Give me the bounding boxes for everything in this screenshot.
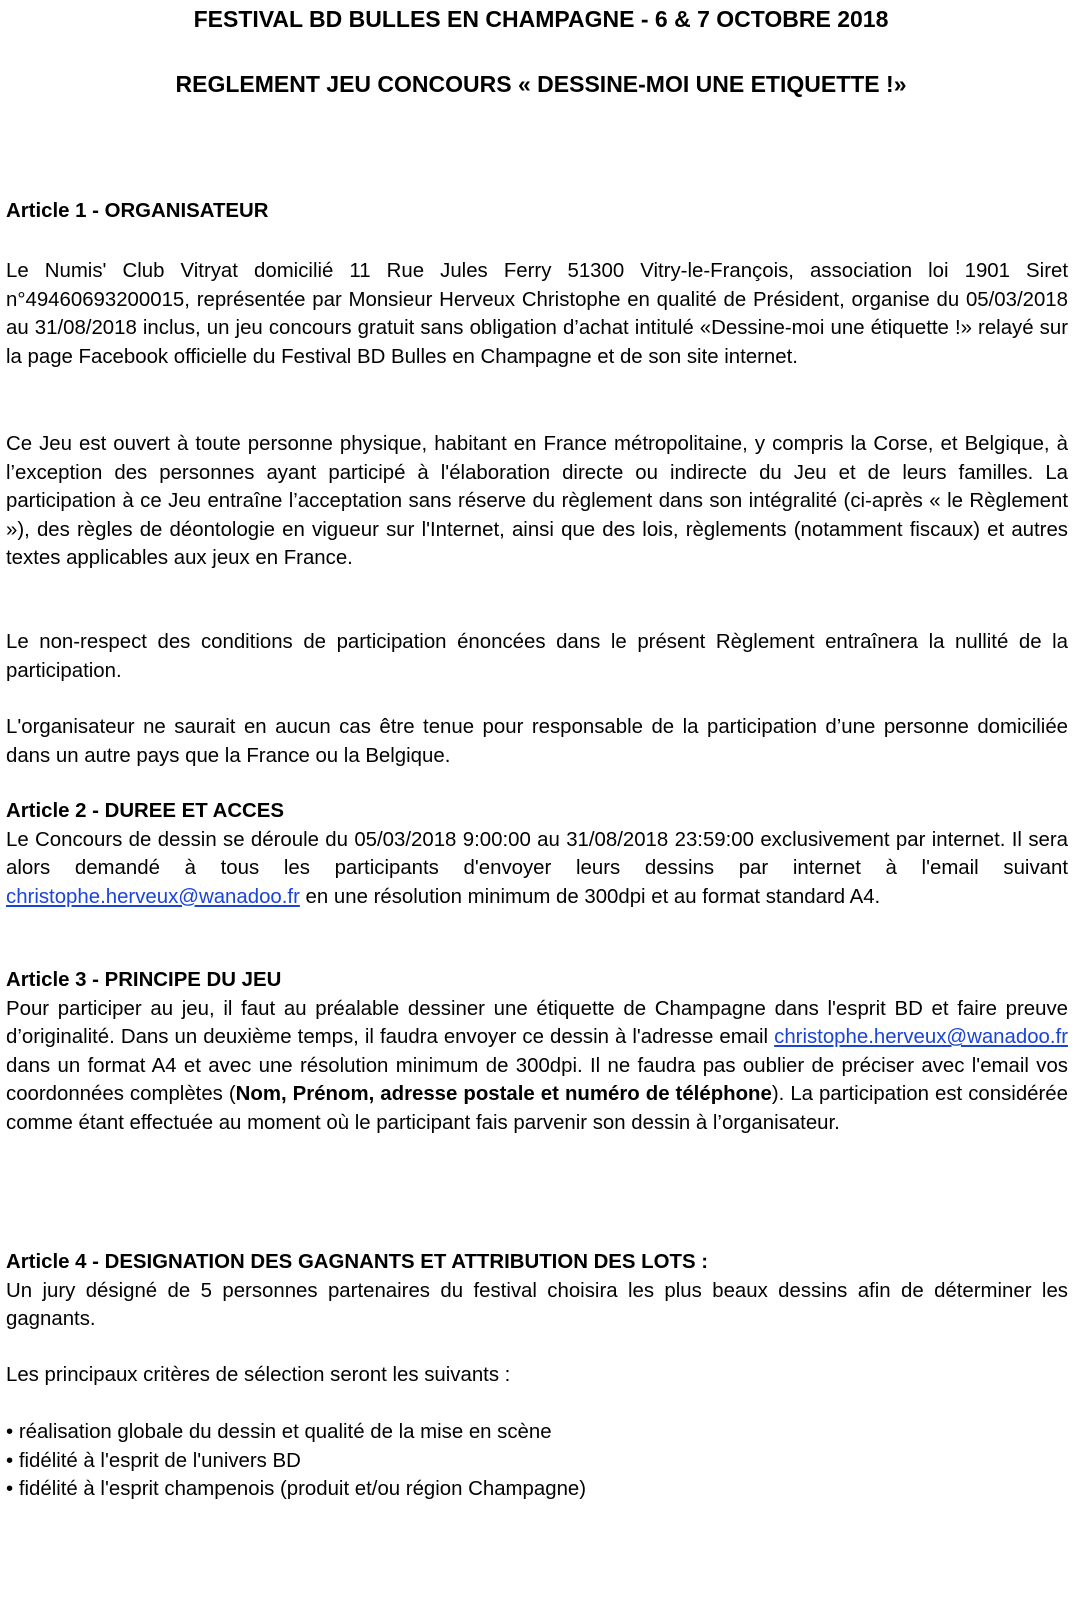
list-item: • réalisation globale du dessin et qualité de la mise en scène	[6, 1418, 1068, 1447]
article-3-body	[6, 995, 1068, 1138]
article-4-paragraph-1: Un jury désigné de 5 personnes partenaires du festival choisira les plus beaux dessins afin de déterminer les gagnants.	[6, 1279, 1068, 1330]
article-3-required-details: Nom, Prénom, adresse postale et numéro de téléphone	[235, 1083, 772, 1105]
article-4-heading: Article 4 - DESIGNATION DES GAGNANTS ET ATTRIBUTION DES LOTS :	[6, 1251, 709, 1273]
article-1-heading: Article 1 - ORGANISATEUR	[6, 200, 269, 222]
article-2-heading: Article 2 - DUREE ET ACCES	[6, 800, 284, 822]
article-2-email-link[interactable]: christophe.herveux@wanadoo.fr	[6, 885, 300, 908]
article-1-paragraph-3: Le non-respect des conditions de participation énoncées dans le présent Règlement entraînera la nullité de la participation.	[6, 631, 1068, 682]
article-1-paragraph-2: Ce Jeu est ouvert à toute personne physique, habitant en France métropolitaine, y compris la Corse, et Belgique, à l’exception des personnes ayant participé à l'élaboration directe ou indirecte du Jeu et de leurs familles. La participation à ce Jeu entraîne l’acceptation sans réserve du règlement dans son intégralité (ci-après « le Règlement »), des règles de déontologie en vigueur sur l'Internet, ainsi que des lois, règlements (notamment fiscaux) et autres textes applicables aux jeux en France.	[6, 433, 1068, 569]
article-2-text-start: Le Concours de dessin se déroule du 05/03/2018 9:00:00 au 31/08/2018 23:59:00 exclusivement par internet. Il sera alors demandé à tous les participants d'envoyer leurs dessins par internet à l'email suivant	[6, 828, 1068, 879]
article-1-paragraph-1: Le Numis' Club Vitryat domicilié 11 Rue Jules Ferry 51300 Vitry-le-François, association loi 1901 Siret n°49460693200015, représentée par Monsieur Herveux Christophe en qualité de Président, organise du 05/03/2018 au 31/08/2018 inclus, un jeu concours gratuit sans obligation d’achat intitulé «Dessine-moi une étiquette !» relayé sur la page Facebook officielle du Festival BD Bulles en Champagne et de son site internet.	[6, 260, 1068, 368]
list-item: • fidélité à l'esprit de l'univers BD	[6, 1447, 1068, 1476]
article-3-text-end: ). La participation est considérée comme étant effectuée au moment où le participant fais parvenir son dessin à l’organisateur.	[6, 1083, 1068, 1134]
article-3-text-middle: dans un format A4 et avec une résolution minimum de 300dpi. Il ne faudra pas oublier de préciser avec l'email vos coordonnées complètes (	[6, 1054, 1068, 1105]
article-3-section	[6, 966, 1068, 1137]
article-2-text-end: en une résolution minimum de 300dpi et au format standard A4.	[299, 885, 881, 908]
document-subtitle: REGLEMENT JEU CONCOURS « DESSINE-MOI UNE ETIQUETTE !»	[175, 71, 907, 97]
article-2-body	[6, 826, 1068, 912]
article-4-paragraph-2: Les principaux critères de sélection seront les suivants :	[6, 1364, 511, 1386]
document-title: FESTIVAL BD BULLES EN CHAMPAGNE - 6 & 7 OCTOBRE 2018	[193, 6, 889, 32]
article-3-heading: Article 3 - PRINCIPE DU JEU	[6, 969, 282, 991]
article-1-paragraph-4: L'organisateur ne saurait en aucun cas être tenue pour responsable de la participation d’une personne domiciliée dans un autre pays que la France ou la Belgique.	[6, 716, 1068, 767]
article-4-section	[6, 1248, 1068, 1334]
list-item: • fidélité à l'esprit champenois (produit et/ou région Champagne)	[6, 1475, 1068, 1504]
article-2-section	[6, 797, 1068, 911]
article-3-text-start: Pour participer au jeu, il faut au préalable dessiner une étiquette de Champagne dans l'esprit BD et faire preuve d’originalité. Dans un deuxième temps, il faudra envoyer ce dessin à l'adresse email	[6, 997, 1068, 1048]
article-3-email-link[interactable]: christophe.herveux@wanadoo.fr	[774, 1026, 1068, 1048]
selection-criteria-list	[6, 1418, 1068, 1504]
